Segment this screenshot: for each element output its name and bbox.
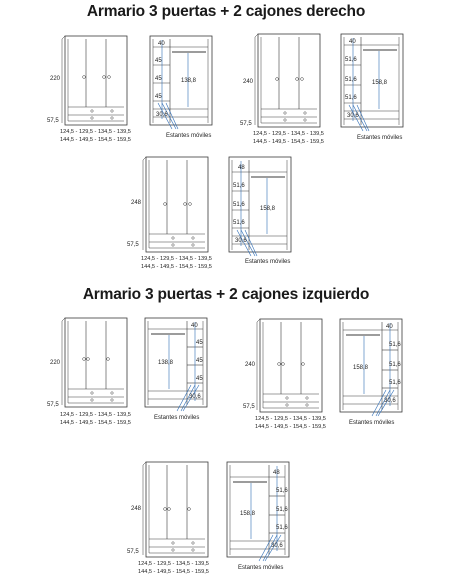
wardrobe-interior-220 [148,35,220,131]
svg-text:40: 40 [349,39,356,45]
svg-text:51,6: 51,6 [233,220,245,226]
width-options: 124,5 - 129,5 - 134,5 - 139,5 144,5 - 149,5 - 154,5 - 159,5 [138,561,209,575]
base-label: 57,5 [240,121,252,127]
height-label: 248 [131,506,142,512]
svg-text:158,8: 158,8 [372,80,388,86]
svg-text:51,6: 51,6 [345,57,357,63]
dim-shelf: 45 [155,94,162,100]
svg-text:51,6: 51,6 [276,507,288,513]
svg-text:51,6: 51,6 [389,380,401,386]
wardrobe-front-220 [62,35,132,127]
width-options: 124,5 - 129,5 - 134,5 - 139,5 144,5 - 149,5 - 154,5 - 159,5 [60,129,131,143]
svg-text:51,6: 51,6 [233,202,245,208]
svg-text:138,8: 138,8 [158,360,174,366]
svg-text:51,6: 51,6 [345,95,357,101]
svg-text:158,8: 158,8 [353,365,369,371]
wardrobe-front-220-left [62,317,132,409]
svg-text:51,6: 51,6 [276,488,288,494]
wardrobe-interior-240-left [338,318,410,418]
svg-text:30,6: 30,6 [384,398,396,404]
movable-shelves-label: Estantes móviles [166,133,212,139]
height-label: 240 [245,362,256,368]
wardrobe-front-240 [255,33,325,129]
dim-hang: 138,8 [181,78,197,84]
svg-text:45: 45 [196,358,203,364]
height-label: 240 [243,79,254,85]
svg-text:51,6: 51,6 [389,362,401,368]
dim-shelf: 45 [155,58,162,64]
base-label: 57,5 [47,402,59,408]
movable-shelves-label: Estantes móviles [245,259,291,265]
svg-text:40: 40 [191,323,198,329]
svg-text:48: 48 [238,165,245,171]
svg-text:158,8: 158,8 [260,206,276,212]
dim-top: 40 [158,41,165,47]
width-options: 124,5 - 129,5 - 134,5 - 139,5 144,5 - 149,5 - 154,5 - 159,5 [60,412,131,426]
svg-text:158,8: 158,8 [240,511,256,517]
wardrobe-front-240-left [257,318,327,414]
movable-shelves-label: Estantes móviles [238,565,284,571]
movable-shelves-label: Estantes móviles [349,420,395,426]
height-label: 220 [50,76,61,82]
wardrobe-front-248-left [143,461,213,559]
svg-text:30,6: 30,6 [271,543,283,549]
height-label: 220 [50,360,61,366]
section-title-left: Armario 3 puertas + 2 cajones izquierdo [82,286,370,303]
svg-text:30,6: 30,6 [347,113,359,119]
svg-text:51,6: 51,6 [233,183,245,189]
movable-shelves-label: Estantes móviles [154,415,200,421]
height-label: 248 [131,200,142,206]
svg-text:30,6: 30,6 [189,394,201,400]
svg-text:51,6: 51,6 [389,342,401,348]
wardrobe-interior-248-left [225,461,297,563]
base-label: 57,5 [127,549,139,555]
svg-text:40: 40 [386,324,393,330]
wardrobe-front-248 [143,156,213,254]
section-title-right: Armario 3 puertas + 2 cajones derecho [86,3,366,20]
wardrobe-interior-220-left [143,317,215,413]
svg-text:45: 45 [196,376,203,382]
svg-text:45: 45 [196,340,203,346]
width-options: 124,5 - 129,5 - 134,5 - 139,5 144,5 - 149,5 - 154,5 - 159,5 [253,131,324,145]
base-label: 57,5 [127,242,139,248]
dim-shelf: 45 [155,76,162,82]
wardrobe-interior-248 [227,156,299,258]
width-options: 124,5 - 129,5 - 134,5 - 139,5 144,5 - 149,5 - 154,5 - 159,5 [141,256,212,270]
svg-text:30,6: 30,6 [235,238,247,244]
width-options: 124,5 - 129,5 - 134,5 - 139,5 144,5 - 149,5 - 154,5 - 159,5 [255,416,326,430]
dim-drawer: 30,6 [156,112,168,118]
svg-text:51,6: 51,6 [276,525,288,531]
base-label: 57,5 [243,404,255,410]
base-label: 57,5 [47,118,59,124]
svg-text:51,6: 51,6 [345,77,357,83]
wardrobe-interior-240 [339,33,411,133]
movable-shelves-label: Estantes móviles [357,135,403,141]
svg-text:48: 48 [273,470,280,476]
